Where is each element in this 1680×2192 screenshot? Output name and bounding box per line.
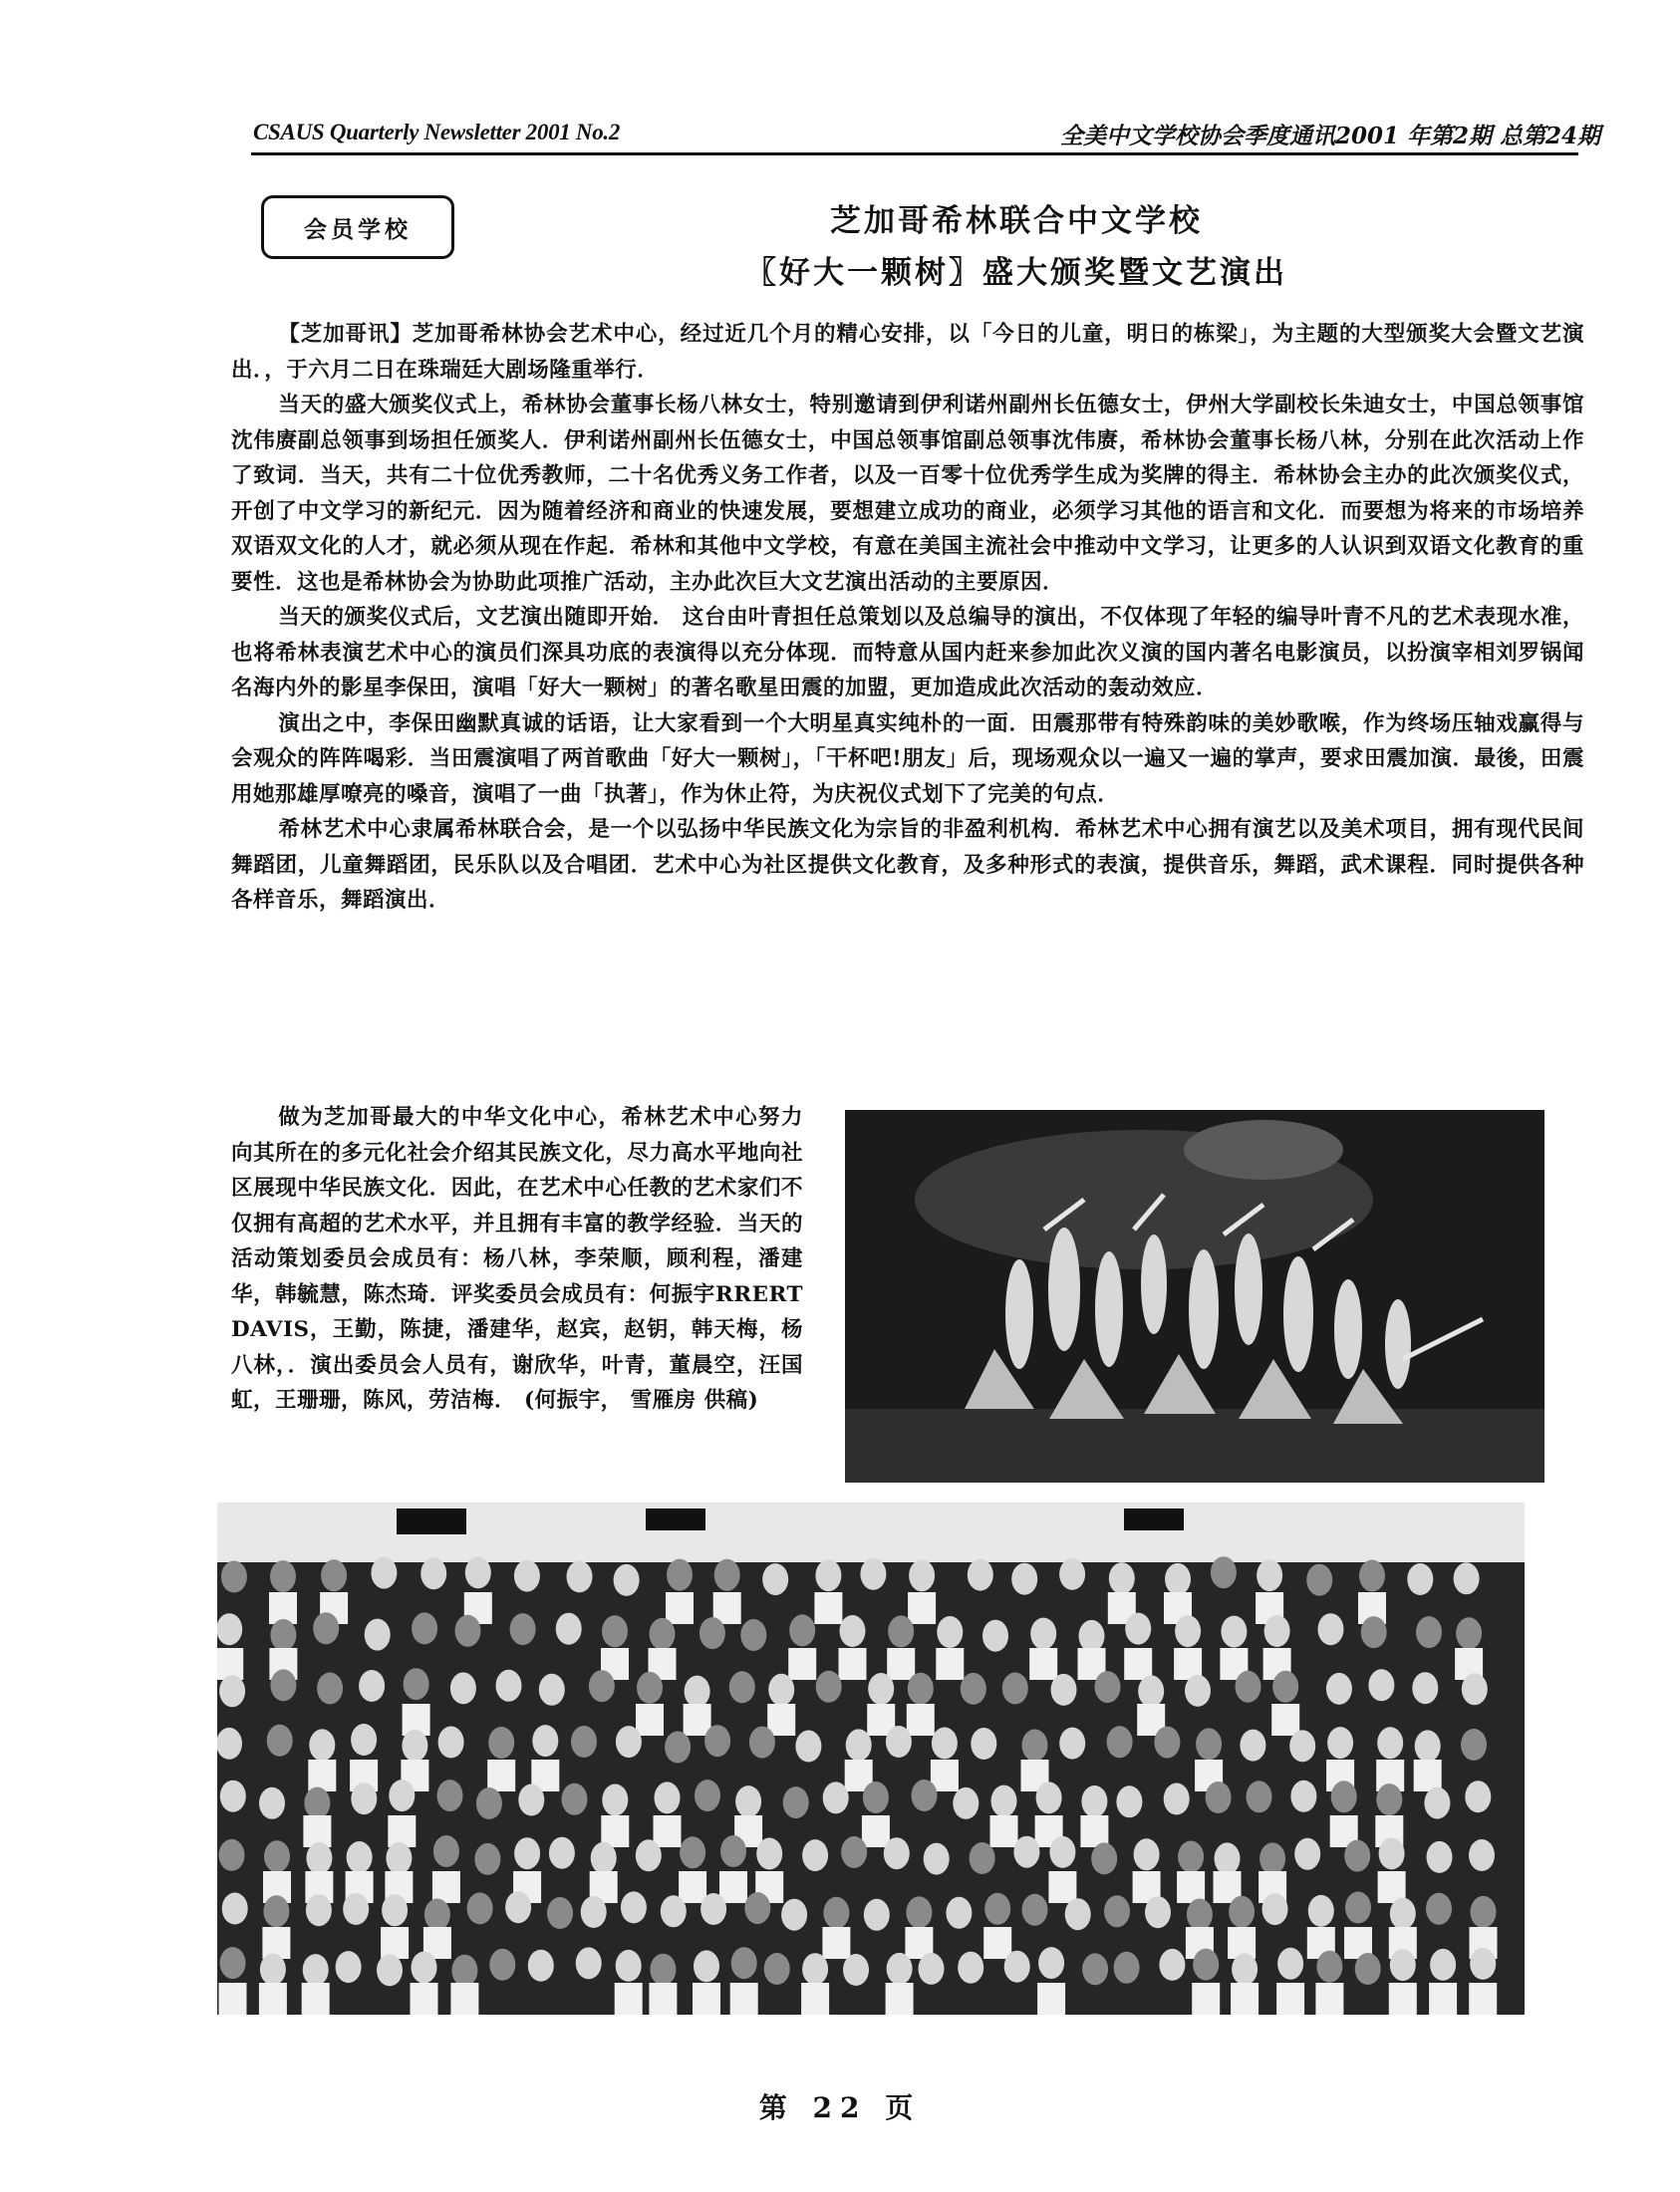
paragraph: 希林艺术中心隶属希林联合会，是一个以弘扬中华民族文化为宗旨的非盈利机构．希林艺术中心拥有演艺以及美术项目，拥有现代民间舞蹈团，儿童舞蹈团，民乐队以及合唱团．艺术中心为社区提供文化教育，及多种形式的表演，提供音乐，舞蹈，武术课程．同时提供各种各样音乐，舞蹈演出． (231, 817, 1584, 913)
paragraph: 当天的颁奖仪式后，文艺演出随即开始． 这台由叶青担任总策划以及总编导的演出，不仅体现了年轻的编导叶青不凡的艺术表现水准，也将希林表演艺术中心的演员们深具功底的表演得以充分体现．而特意从国内赶来参加此次义演的国内著名电影演员，以扮演宰相刘罗锅闻名海内外的影星李保田，演唱「好大一颗树」的著名歌星田震的加盟，更加造成此次活动的轰动效应． (231, 605, 1584, 700)
page-number: 第 22 页 (758, 2091, 922, 2124)
article-side-column (231, 1100, 803, 1419)
newsletter-title: CSAUS Quarterly Newsletter 2001 No.2 (253, 120, 621, 144)
paragraph: 【芝加哥讯】芝加哥希林协会艺术中心，经过近几个月的精心安排，以「今日的儿童，明日的栋梁」，为主题的大型颁奖大会暨文艺演出．，于六月二日在珠瑞廷大剧场隆重举行． (231, 322, 1584, 383)
header-rule (251, 152, 1578, 155)
paragraph: 当天的盛大颁奖仪式上，希林协会董事长杨八林女士，特别邀请到伊利诺州副州长伍德女士，伊州大学副校长朱迪女士，中国总领事馆沈伟赓副总领事到场担任颁奖人．伊利诺州副州长伍德女士，中国总领事馆副总领事沈伟赓，希林协会董事长杨八林，分别在此次活动上作了致词．当天，共有二十位优秀教师，二十名优秀义务工作者，以及一百零十位优秀学生成为奖牌的得主．希林协会主办的此次颁奖仪式，开创了中文学习的新纪元．因为随着经济和商业的快速发展，要想建立成功的商业，必须学习其他的语言和文化．而要想为将来的市场培养双语双文化的人才，就必须从现在作起．希林和其他中文学校，有意在美国主流社会中推动中文学习，让更多的人认识到双语文化教育的重要性．这也是希林协会为协助此项推广活动，主办此次巨大文艺演出活动的主要原因． (231, 393, 1584, 595)
article-subtitle: 〖好大一颗树〗盛大颁奖暨文艺演出 (745, 255, 1287, 291)
newsletter-issue: 全美中文学校协会季度通讯2001 年第2期 总第24期 (1059, 123, 1600, 149)
paragraph: 做为芝加哥最大的中华文化中心，希林艺术中心努力向其所在的多元化社会介绍其民族文化，尽力高水平地向社区展现中华民族文化．因此，在艺术中心任教的艺术家们不仅拥有高超的艺术水平，并且拥有丰富的教学经验．当天的活动策划委员会成员有：杨八林，李荣顺，顾利程，潘建华，韩毓慧，陈杰琦．评奖委员会成员有：何振宇RRERT DAVIS，王勤，陈捷，潘建华，赵宾，赵钥，韩天梅，杨八林，．演出委员会人员有，谢欣华，叶青，董晨空，汪国虹，王珊珊，陈风，劳洁梅． (何振宇， 雪雁房 供稿) (231, 1105, 803, 1413)
group-award-photo (217, 1503, 1525, 2015)
stage-performance-photo (845, 1110, 1544, 1483)
article-title: 芝加哥希林联合中文学校 (830, 203, 1203, 239)
article-body (231, 317, 1584, 919)
section-badge: 会员学校 (261, 195, 454, 259)
paragraph: 演出之中，李保田幽默真诚的话语，让大家看到一个大明星真实纯朴的一面．田震那带有特殊韵味的美妙歌喉，作为终场压轴戏赢得与会观众的阵阵喝彩．当田震演唱了两首歌曲「好大一颗树」，「干杯吧!朋友」后，现场观众以一遍又一遍的掌声，要求田震加演．最後，田震用她那雄厚嘹亮的嗓音，演唱了一曲「执著」，作为休止符，为庆祝仪式划下了完美的句点． (231, 710, 1584, 807)
